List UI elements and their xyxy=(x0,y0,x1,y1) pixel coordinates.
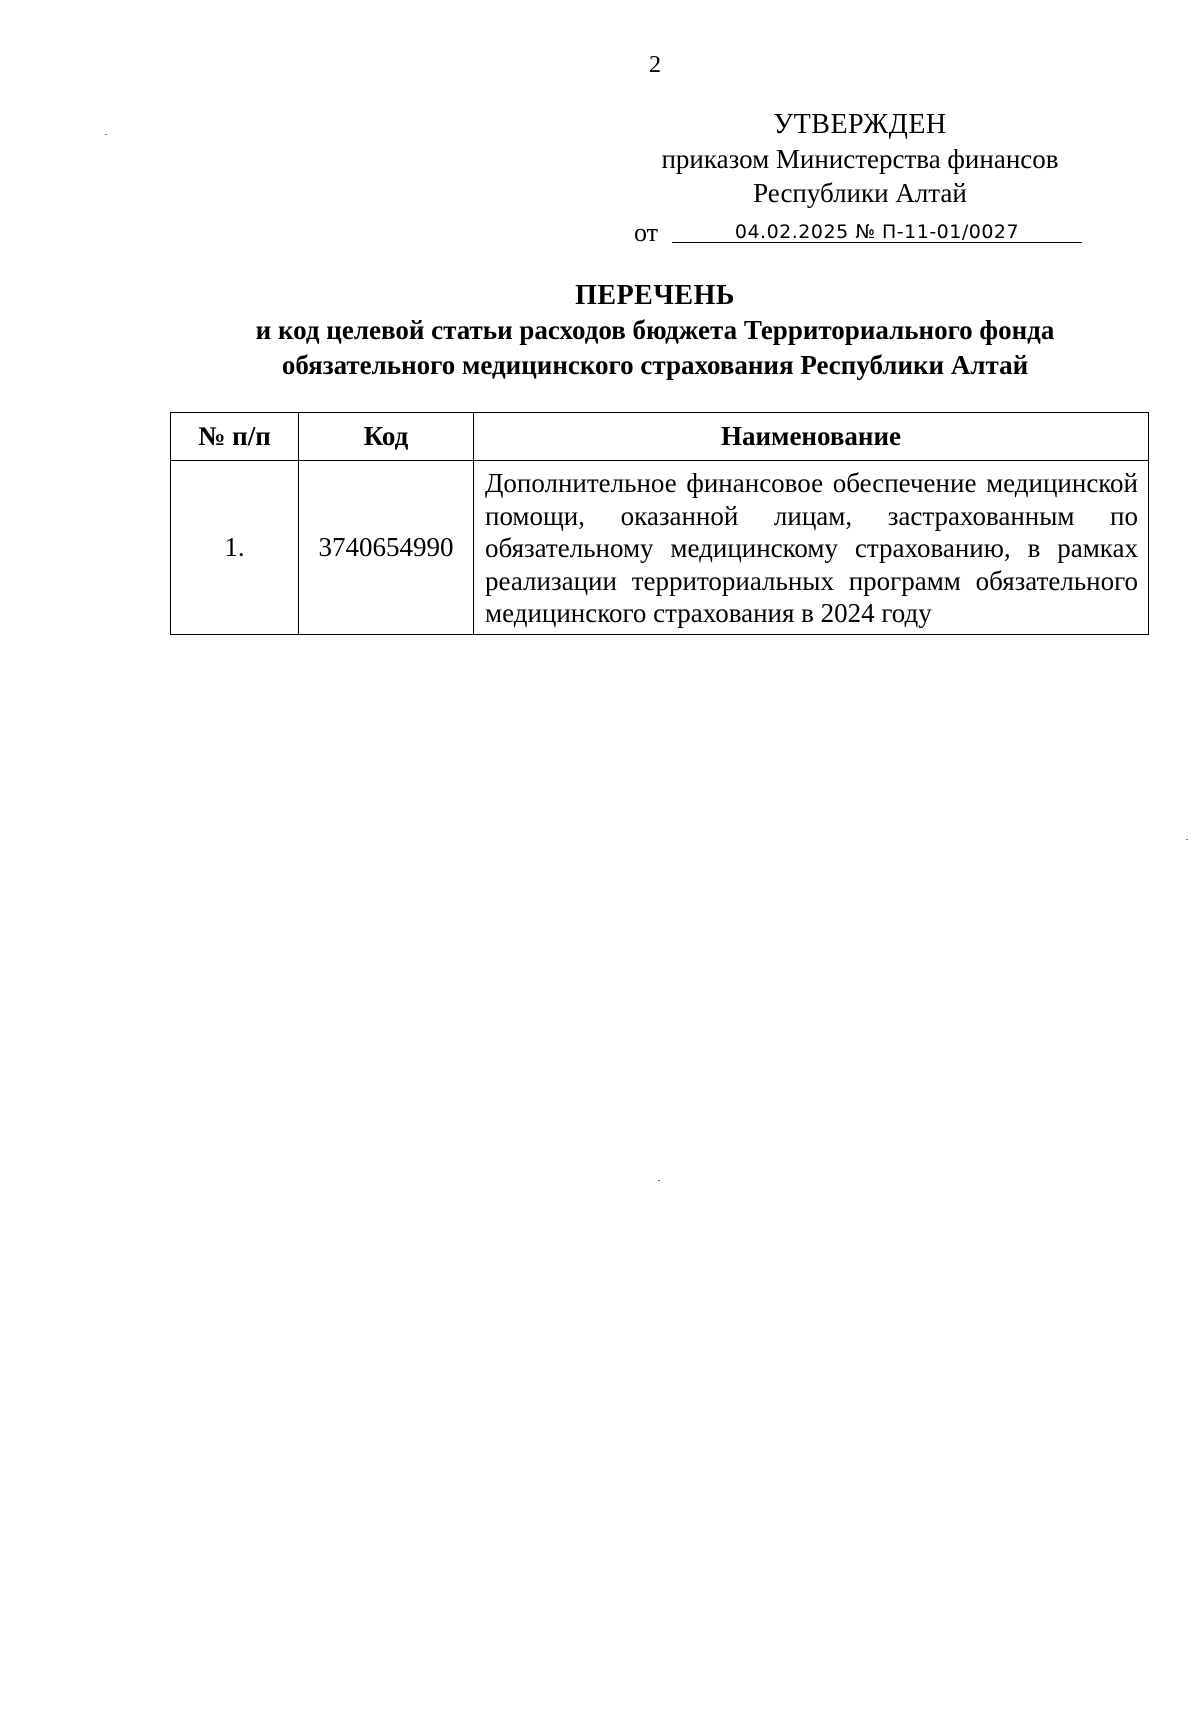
table-row xyxy=(171,461,1149,635)
approval-date-line xyxy=(672,212,1082,243)
approval-title: УТВЕРЖДЕН xyxy=(773,109,947,140)
header-number: № п/п xyxy=(171,413,299,461)
document-title-line-2: обязательного медицинского страхования Республики Алтай xyxy=(281,350,1029,380)
document-title-main: ПЕРЕЧЕНЬ xyxy=(575,280,735,311)
approval-date-number: 04.02.2025 № П-11-01/0027 xyxy=(734,221,1020,243)
row-code-cell: 3740654990 xyxy=(299,461,474,635)
row-name-cell: Дополнительное финансовое обеспечение медицинской помощи, оказанной лицам, застрахованным по обязательному медицинскому страхованию, в рамках реализации территориальных программ обязательного медицинского страхования в 2024 году xyxy=(474,461,1149,635)
scan-speck xyxy=(658,1180,660,1181)
table-header-row xyxy=(171,413,1149,461)
approval-from-label: от xyxy=(634,218,659,247)
document-title xyxy=(160,278,1150,383)
expense-codes-table xyxy=(170,412,1149,635)
scan-speck xyxy=(105,134,107,135)
approval-order-line: приказом Министерства финансов xyxy=(661,144,1059,174)
header-name: Наименование xyxy=(474,413,1149,461)
page-number: 2 xyxy=(649,52,661,78)
approval-region-line: Республики Алтай xyxy=(753,178,967,208)
row-number-cell: 1. xyxy=(171,461,299,635)
approval-date-row xyxy=(634,212,1082,246)
approval-stamp-block xyxy=(600,108,1120,210)
document-title-line-1: и код целевой статьи расходов бюджета Территориального фонда xyxy=(255,315,1055,345)
header-code: Код xyxy=(299,413,474,461)
scan-speck xyxy=(1186,839,1188,840)
